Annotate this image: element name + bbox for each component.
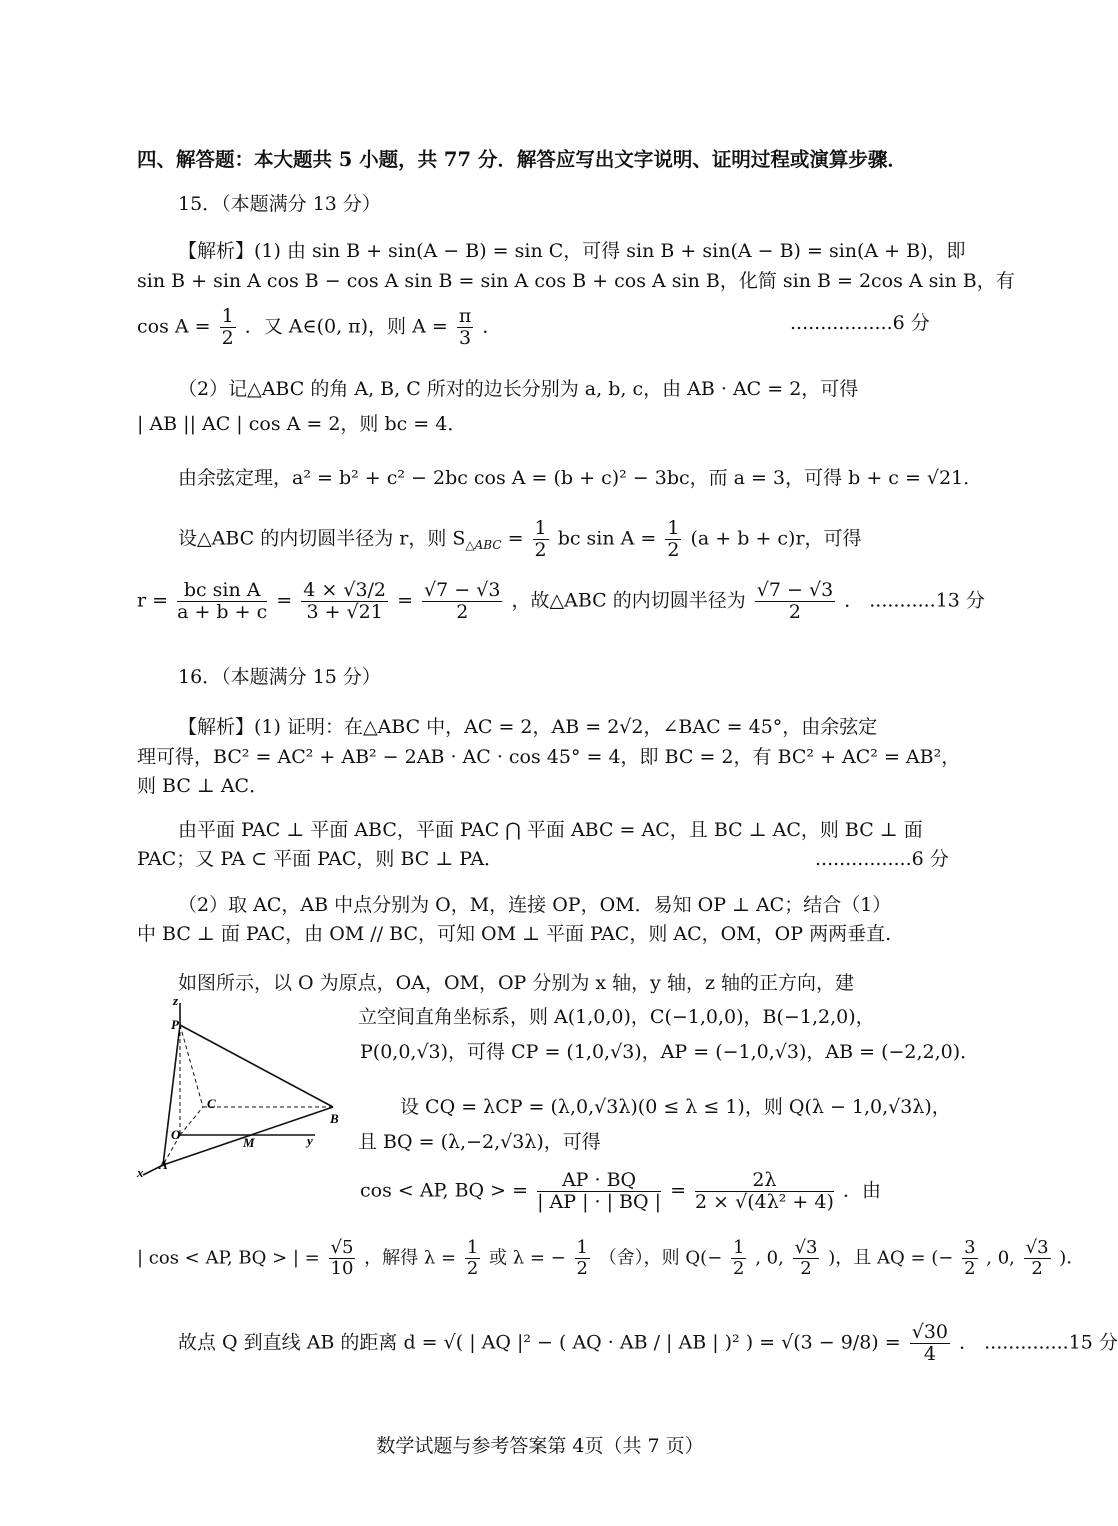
q15-header: 15．（本题满分 13 分） [178, 193, 381, 215]
q16-score-6: ................6 分 [815, 848, 949, 870]
q15-part1-line1: 【解析】(1) 由 sin B + sin(A − B) = sin C，可得 sin B + sin(A − B) = sin(A + B)，即 [178, 240, 966, 262]
label-x: x [137, 1165, 144, 1180]
label-o: O [171, 1127, 181, 1142]
q16-distance-line: 故点 Q 到直线 AB 的距离 d = √( | AQ |² − ( AQ · AB / | AB | )² ) = √(3 − 9/8) = $\frac{√30}{4}$ ． ..............15 分 [178, 1321, 1118, 1365]
label-p: P [171, 1017, 179, 1032]
q15-part2-line2: | AB || AC | cos A = 2，则 bc = 4． [137, 413, 467, 435]
fraction-r3: $\frac{√7 - √3}{2}$ [424, 579, 501, 623]
q15-score-6: .................6 分 [790, 312, 930, 334]
q16-part1-line3: 则 BC ⊥ AC． [137, 775, 269, 797]
q15-part1-line3: cos A = $\frac{1}{2}$ ．又 A∈(0, π)，则 A = $\frac{\pi}{3}$ ． [137, 305, 502, 349]
q15-radius-formula: r = $\frac{\text{bc sin A}}{a + b + c}$ = $\frac{4 \times √3/2}{3 + √21}$ = $\frac{√7 - √3}{2}$ ，故△ABC 的内切圆半径为 $\frac{√7 - √3}{2}$ ． ...........13 分 [137, 579, 985, 623]
q16-cq-line1: 设 CQ = λCP = (λ,0,√3λ)(0 ≤ λ ≤ 1)，则 Q(λ − 1,0,√3λ)， [400, 1096, 951, 1118]
fraction-r4: $\frac{√7 - √3}{2}$ [756, 579, 834, 623]
q16-coord-line3: P(0,0,√3)，可得 CP = (1,0,√3)，AP = (−1,0,√3)，AB = (−2,2,0)． [360, 1041, 980, 1063]
q16-coord-line2: 立空间直角坐标系，则 A(1,0,0)，C(−1,0,0)，B(−1,2,0)， [358, 1006, 875, 1028]
page-footer: 数学试题与参考答案第 4页（共 7 页） [376, 1435, 704, 1457]
label-a: A [159, 1157, 168, 1172]
q16-cq-line2: 且 BQ = (λ,−2,√3λ)，可得 [358, 1131, 601, 1153]
pyramid-figure [135, 995, 350, 1185]
fraction-half: $\frac{1}{2}$ [221, 305, 234, 349]
q15-score-13: ...........13 分 [869, 589, 985, 612]
q16-part1-line1: 【解析】(1) 证明：在△ABC 中，AC = 2，AB = 2√2，∠BAC = 45°，由余弦定 [178, 716, 878, 738]
fraction-r1: $\frac{\text{bc sin A}}{a + b + c}$ [177, 579, 268, 623]
fraction-half-3: $\frac{1}{2}$ [667, 517, 680, 561]
fraction-sqrt5: $\frac{√5}{10}$ [330, 1237, 354, 1279]
label-y: y [307, 1133, 313, 1148]
fraction-q2: $\frac{√3}{2}$ [794, 1237, 818, 1279]
fraction-cos1: $\frac{AP \cdot BQ}{| AP | \cdot | BQ |}$ [537, 1169, 662, 1213]
q16-coord-line1: 如图所示，以 O 为原点，OA，OM，OP 分别为 x 轴，y 轴，z 轴的正方向，建 [178, 972, 855, 994]
fraction-r2: $\frac{4 \times √3/2}{3 + √21}$ [303, 579, 387, 623]
fraction-cos2: $\frac{2\lambda}{\text{2 × √(4λ² + 4)}}$ [695, 1169, 834, 1213]
q16-plane-line1: 由平面 PAC ⊥ 平面 ABC，平面 PAC ⋂ 平面 ABC = AC，且 BC ⊥ AC，则 BC ⊥ 面 [178, 819, 923, 841]
q15-part2-line1: （2）记△ABC 的角 A, B, C 所对的边长分别为 a, b, c，由 AB · AC = 2，可得 [178, 378, 859, 400]
q16-part2-line2: 中 BC ⊥ 面 PAC，由 OM // BC，可知 OM ⊥ 平面 PAC，则 AC，OM，OP 两两垂直. [137, 923, 892, 945]
fraction-q1: $\frac{1}{2}$ [733, 1237, 745, 1279]
q16-part1-line2: 理可得，BC² = AC² + AB² − 2AB · AC · cos 45° = 4，即 BC = 2，有 BC² + AC² = AB²， [137, 746, 961, 768]
q15-cosine-law: 由余弦定理，a² = b² + c² − 2bc cos A = (b + c)² − 3bc，而 a = 3，可得 b + c = √21． [178, 467, 983, 489]
a-range-text: ．又 A∈(0, π)，则 A = [244, 315, 448, 338]
fraction-lambda2: $\frac{1}{2}$ [576, 1237, 588, 1279]
cos-a-text: cos A = [137, 315, 211, 338]
section-title: 四、解答题：本大题共 5 小题，共 77 分．解答应写出文字说明、证明过程或演算步骤． [137, 148, 907, 171]
label-m: M [243, 1135, 255, 1150]
fraction-half-2: $\frac{1}{2}$ [534, 517, 547, 561]
q16-plane-line2: PAC；又 PA ⊂ 平面 PAC，则 BC ⊥ PA． [137, 848, 504, 870]
q16-lambda-line: | cos < AP, BQ > | = $\frac{√5}{10}$ ，解得 λ = $\frac{1}{2}$ 或 λ = − $\frac{1}{2}$ （舍），则 Q(− $\frac{1}{2}$ , 0, $\frac{√3}{2}$ )，且 AQ = (− $\frac{3}{2}$ , 0, $\frac{√3}{2}$ )． [137, 1237, 1085, 1279]
q15-part1-line2: sin B + sin A cos B − cos A sin B = sin A cos B + cos A sin B，化简 sin B = 2cos A sin B，有 [137, 270, 1015, 292]
q16-cos-line: cos < AP, BQ > = $\frac{AP \cdot BQ}{| AP | \cdot | BQ |}$ = $\frac{2\lambda}{\text{2 × √(4λ² + 4)}}$ ．由 [360, 1169, 881, 1213]
q16-part2-line1: （2）取 AC，AB 中点分别为 O，M，连接 OP，OM．易知 OP ⊥ AC；结合（1） [178, 894, 892, 916]
fraction-aq2: $\frac{√3}{2}$ [1025, 1237, 1049, 1279]
q16-header: 16．（本题满分 15 分） [178, 666, 381, 688]
fraction-aq1: $\frac{3}{2}$ [964, 1237, 976, 1279]
label-b: B [330, 1111, 339, 1126]
q16-score-15: ..............15 分 [984, 1331, 1118, 1354]
label-z: z [173, 993, 179, 1008]
fraction-lambda1: $\frac{1}{2}$ [466, 1237, 479, 1279]
label-c: C [207, 1096, 216, 1111]
fraction-distance: $\frac{√30}{4}$ [911, 1321, 949, 1365]
q15-incircle-line: 设△ABC 的内切圆半径为 r，则 $S_{\triangle ABC}$ = $\frac{1}{2}$ bc sin A = $\frac{1}{2}$ (a + b + c)r，可得 [178, 517, 862, 561]
fraction-pi-third: $\frac{\pi}{3}$ [458, 305, 472, 349]
